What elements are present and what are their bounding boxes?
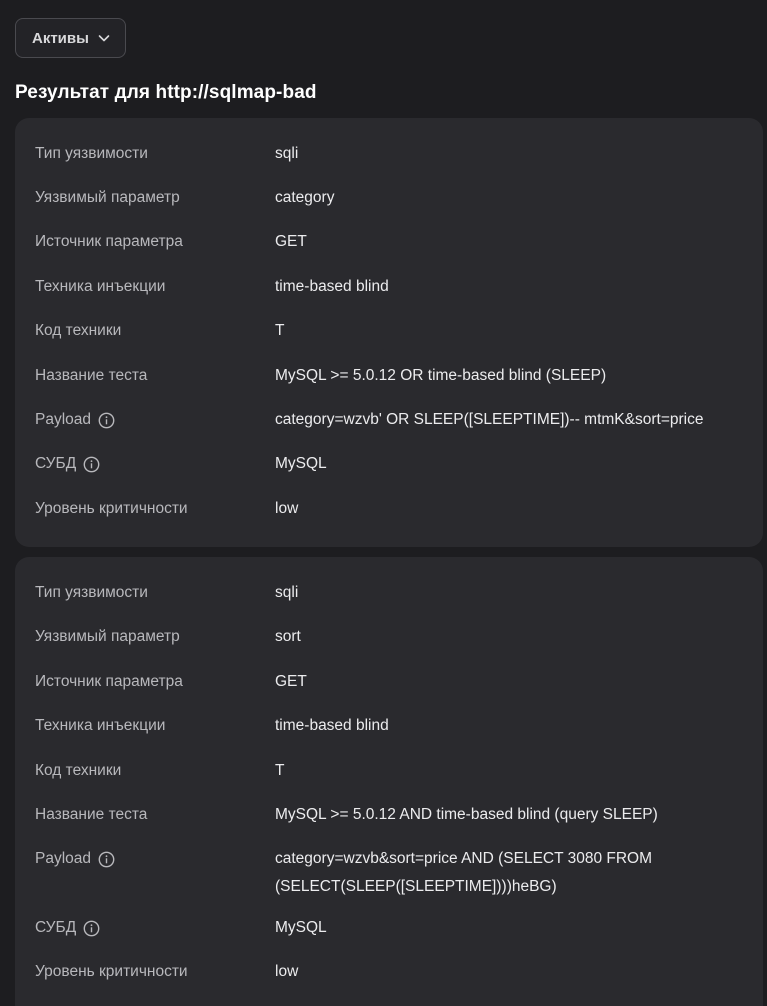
row-technique (35, 277, 743, 301)
row-param-source (35, 672, 743, 696)
technique-code-label: Код техники (35, 322, 122, 339)
row-severity (35, 499, 743, 523)
dbms-value: MySQL (275, 919, 327, 936)
technique-code-value: T (275, 322, 285, 339)
test-name-label: Название теста (35, 806, 148, 823)
result-title: Результат для http://sqlmap-bad (15, 82, 317, 103)
assets-dropdown[interactable] (15, 18, 126, 58)
technique-code-label: Код техники (35, 762, 122, 779)
row-technique (35, 716, 743, 740)
row-param-source (35, 232, 743, 256)
dbms-value: MySQL (275, 455, 327, 472)
info-icon[interactable] (83, 920, 100, 937)
severity-value: low (275, 500, 299, 517)
technique-value: time-based blind (275, 278, 389, 295)
severity-label: Уровень критичности (35, 963, 188, 980)
row-payload (35, 410, 743, 434)
dbms-label-text: СУБД (35, 455, 77, 472)
payload-line: (SELECT(SLEEP([SLEEPTIME])))heBG) (275, 878, 557, 895)
vuln-type-value: sqli (275, 145, 299, 162)
vuln-type-value: sqli (275, 584, 299, 601)
row-param (35, 188, 743, 212)
test-name-label: Название теста (35, 367, 148, 384)
dbms-label-text: СУБД (35, 919, 77, 936)
result-card (15, 557, 763, 1006)
row-test-name (35, 366, 743, 390)
technique-label: Техника инъекции (35, 717, 166, 734)
info-icon[interactable] (98, 851, 115, 868)
payload-label-text: Payload (35, 850, 92, 867)
technique-code-value: T (275, 762, 285, 779)
test-name-value: MySQL >= 5.0.12 OR time-based blind (SLEEP) (275, 367, 607, 384)
result-card (15, 118, 763, 547)
param-label: Уязвимый параметр (35, 628, 180, 645)
param-source-label: Источник параметра (35, 673, 183, 690)
payload-value: category=wzvb' OR SLEEP([SLEEPTIME])-- mtmK&sort=price (275, 411, 704, 428)
payload-line: category=wzvb&sort=price AND (SELECT 3080 FROM (275, 850, 653, 867)
row-payload (35, 849, 743, 901)
payload-label (35, 849, 275, 869)
param-source-label: Источник параметра (35, 233, 183, 250)
severity-value: low (275, 963, 299, 980)
row-technique-code (35, 761, 743, 785)
chevron-down-icon (97, 31, 111, 45)
row-dbms (35, 918, 743, 942)
severity-label: Уровень критичности (35, 500, 188, 517)
dbms-label (35, 918, 275, 938)
row-vuln-type (35, 144, 743, 168)
info-icon[interactable] (83, 456, 100, 473)
row-dbms (35, 454, 743, 478)
assets-dropdown-label: Активы (32, 29, 89, 47)
info-icon[interactable] (98, 412, 115, 429)
dbms-label (35, 454, 275, 474)
row-test-name (35, 805, 743, 829)
param-source-value: GET (275, 673, 307, 690)
vuln-type-label: Тип уязвимости (35, 145, 148, 162)
vuln-type-label: Тип уязвимости (35, 584, 148, 601)
param-value: sort (275, 628, 301, 645)
row-param (35, 627, 743, 651)
payload-label-text: Payload (35, 411, 92, 428)
param-label: Уязвимый параметр (35, 189, 180, 206)
row-vuln-type (35, 583, 743, 607)
row-severity (35, 962, 743, 986)
test-name-value: MySQL >= 5.0.12 AND time-based blind (query SLEEP) (275, 806, 658, 823)
payload-value (275, 845, 652, 901)
technique-value: time-based blind (275, 717, 389, 734)
row-technique-code (35, 321, 743, 345)
param-source-value: GET (275, 233, 307, 250)
payload-label (35, 410, 275, 430)
param-value: category (275, 189, 335, 206)
technique-label: Техника инъекции (35, 278, 166, 295)
